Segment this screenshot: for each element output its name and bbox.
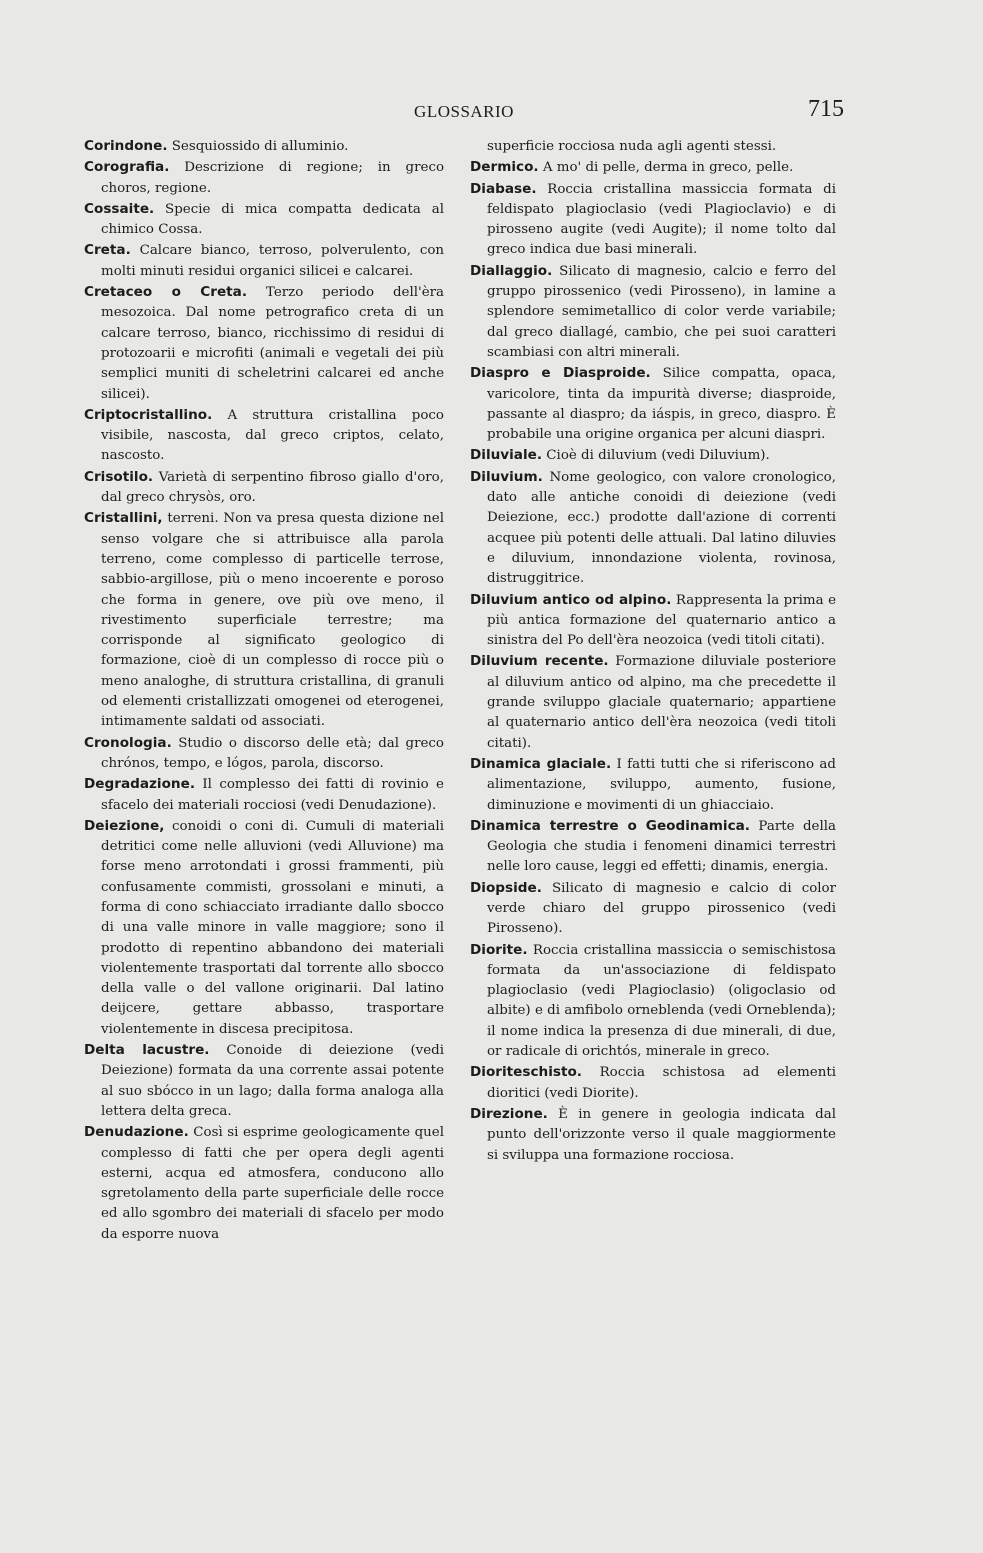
glossary-entry — [470, 816, 836, 878]
left-column — [84, 136, 444, 1245]
glossary-entry — [470, 445, 836, 466]
glossary-entry — [84, 1040, 444, 1122]
entry-definition: A mo' di pelle, derma in greco, pelle. — [538, 160, 794, 176]
entry-term: Diluviale. — [470, 447, 543, 464]
entry-term: Diaspro e Diasproide. — [470, 365, 651, 382]
glossary-entry — [84, 774, 444, 816]
entry-definition: superficie rocciosa nuda agli agenti stessi. — [487, 139, 777, 154]
glossary-entry — [470, 754, 836, 816]
entry-term: Cristallini, — [84, 510, 163, 527]
entry-term: Diabase. — [470, 180, 537, 197]
entry-term: Denudazione. — [84, 1124, 189, 1141]
entry-definition: Calcare bianco, terroso, polverulento, con molti minuti residui organici silicei e calcarei. — [101, 243, 444, 279]
glossary-entry — [470, 157, 836, 178]
entry-definition: È in genere in geologia indicata dal punto dell'orizzonte verso il quale maggiormente si sviluppa una formazione rocciosa. — [487, 1106, 836, 1163]
entry-definition: Descrizione di regione; in greco choros, regione. — [101, 160, 444, 196]
entry-term: Deiezione, — [84, 817, 165, 834]
page-number: 715 — [808, 96, 844, 122]
entry-term: Diluvium. — [470, 468, 543, 485]
entry-term: Dinamica terrestre o Geodinamica. — [470, 817, 750, 834]
entry-term: Diallaggio. — [470, 262, 553, 279]
entry-definition: Sesquiossido di alluminio. — [167, 139, 349, 154]
glossary-entry — [84, 816, 444, 1040]
glossary-entry — [470, 467, 836, 590]
entry-term: Delta lacustre. — [84, 1042, 210, 1059]
entry-term: Dermico. — [470, 159, 539, 176]
glossary-entry — [470, 878, 836, 940]
glossary-entry — [470, 1104, 836, 1166]
glossary-entry — [84, 199, 444, 241]
entry-definition: Varietà di serpentino fibroso giallo d'oro, dal greco chrysòs, oro. — [101, 469, 444, 506]
entry-definition: Roccia cristallina massiccia formata di feldispato plagioclasio (vedi Plagioclavio) e di pirosseno augite (vedi Augite); il nome tolto dal greco indica due basi minerali. — [487, 181, 836, 258]
entry-definition: Silicato di magnesio e calcio di color verde chiaro del gruppo pirossenico (vedi Pirosseno). — [487, 880, 836, 937]
entry-definition: Parte della Geologia che studia i fenomeni dinamici terrestri nelle loro cause, leggi ed effetti; dinamis, energia. — [487, 818, 837, 875]
entry-term: Cossaite. — [84, 200, 155, 217]
entry-definition: Nome geologico, con valore cronologico, dato alle antiche conoidi di deiezione (vedi Deiezione, ecc.) prodotte dall'azione di correnti acquee più potenti delle attuali. Dal latino diluvies e diluvium, innondazione violenta, rovinosa, distruggitrice. — [487, 469, 836, 587]
entry-term: Direzione. — [470, 1105, 548, 1122]
entry-term: Diorite. — [470, 941, 528, 958]
right-column — [470, 136, 836, 1166]
glossary-entry — [84, 157, 444, 199]
entry-definition: Roccia cristallina massiccia o semischistosa formata da un'associazione di feldispato plagioclasio (vedi Plagioclasio) (oligoclasio od albite) e di amfibolo orneblenda (vedi Orneblenda); il nome indica la presenza di due minerali, di due, or radicale di orichtós, minerale in greco. — [487, 942, 836, 1060]
glossary-entry — [84, 240, 444, 282]
entry-definition: Formazione diluviale posteriore al diluvium antico od alpino, ma che precedette il grande sviluppo glaciale quaternario; appartiene al quaternario antico dell'èra neozoica (vedi titoli citati). — [487, 654, 836, 751]
glossary-entry-continuation — [470, 136, 836, 157]
entry-term: Corografia. — [84, 159, 170, 176]
glossary-entry — [470, 940, 836, 1063]
entry-definition: Il complesso dei fatti di rovinio e sfacelo dei materiali rocciosi (vedi Denudazione). — [101, 777, 444, 813]
glossary-entry — [470, 363, 836, 445]
glossary-entry — [470, 590, 836, 652]
entry-definition: Roccia schistosa ad elementi dioritici (vedi Diorite). — [487, 1065, 836, 1101]
glossary-entry — [470, 179, 836, 261]
entry-term: Dinamica glaciale. — [470, 755, 612, 772]
entry-definition: Così si esprime geologicamente quel complesso di fatti che per opera degli agenti esterni, acqua ed atmosfera, conducono allo sgretolamento della parte superficiale delle rocce ed allo sgombro dei materiali di sfacelo per modo da esporre nuova — [101, 1125, 444, 1242]
glossary-entry — [84, 508, 444, 732]
entry-definition: Rappresenta la prima e più antica formazione del quaternario antico a sinistra del Po dell'èra neozoica (vedi titoli citati). — [487, 592, 836, 649]
running-title: GLOSSARIO — [414, 102, 514, 121]
entry-term: Crisotilo. — [84, 468, 154, 485]
glossary-entry — [84, 405, 444, 467]
entry-definition: Terzo periodo dell'èra mesozoica. Dal nome petrografico creta di un calcare terroso, bianco, ricchissimo di residui di protozoarii e microfiti (animali e vegetali dei più semplici muniti di scheletrini calcarei ed anche silicei). — [101, 285, 445, 402]
entry-definition: Cioè di diluvium (vedi Diluvium). — [542, 448, 770, 464]
glossary-entry — [470, 261, 836, 363]
entry-term: Degradazione. — [84, 776, 195, 793]
entry-term: Diluvium recente. — [470, 653, 609, 670]
entry-definition: Specie di mica compatta dedicata al chimico Cossa. — [101, 201, 444, 238]
entry-definition: Silice compatta, opaca, varicolore, tinta da impurità diverse; diasproide, passante al diaspro; da iáspis, in greco, diaspro. È probabile una origine organica per alcuni diaspri. — [487, 366, 837, 443]
glossary-entry — [84, 136, 444, 157]
glossary-entry — [84, 282, 444, 405]
glossary-entry — [84, 467, 444, 509]
entry-definition: conoidi o coni di. Cumuli di materiali detritici come nelle alluvioni (vedi Alluvione) ma forse meno arrotondati i grossi frammenti, più confusamente commisti, grossolani e minuti, a forma di cono schiacciato irradiante dallo sbocco di una valle minore in valle maggiore; sono il prodotto di repentino abbandono dei materiali violentemente trasportati dal torrente allo sbocco della valle o del vallone originarii. Dal latino deijcere, gettare abbasso, trasportare violentemente in discesa precipitosa. — [101, 818, 444, 1037]
entry-definition: terreni. Non va presa questa dizione nel senso volgare che si attribuisce alla parola terreno, come complesso di particelle terrose, sabbio-argillose, più o meno incoerente e poroso che forma in genere, ove più ove meno, il rivestimento superficiale terrestre; ma corrisponde al significato geologico di formazione, cioè di un complesso di rocce più o meno analoghe, di struttura cristallina, di granuli od elementi cristallizzati omogenei od eterogenei, intimamente saldati od associati. — [101, 511, 444, 730]
glossary-entry — [84, 1122, 444, 1245]
entry-term: Criptocristallino. — [84, 406, 213, 423]
entry-definition: I fatti tutti che si riferiscono ad alimentazione, sviluppo, aumento, fusione, diminuzione e movimenti di un ghiacciaio. — [487, 756, 836, 813]
page-header — [84, 96, 844, 126]
entry-definition: Silicato di magnesio, calcio e ferro del gruppo pirossenico (vedi Pirosseno), in lamine a splendore semimetallico di color verde variabile; dal greco diallagé, cambio, che pei suoi caratteri scambiasi con altri minerali. — [487, 263, 836, 360]
entry-term: Cronologia. — [84, 734, 172, 751]
entry-term: Cretaceo o Creta. — [84, 284, 248, 301]
entry-term: Corindone. — [84, 138, 168, 154]
entry-term: Diopside. — [470, 879, 542, 896]
entry-term: Dioriteschisto. — [470, 1064, 582, 1081]
glossary-entry — [84, 733, 444, 775]
entry-term: Creta. — [84, 242, 131, 259]
entry-definition: Studio o discorso delle età; dal greco chrónos, tempo, e lógos, parola, discorso. — [101, 735, 444, 771]
glossary-entry — [470, 1062, 836, 1104]
entry-definition: Conoide di deiezione (vedi Deiezione) formata da una corrente assai potente al suo sbócco in un lago; dalla forma analoga alla lettera delta greca. — [101, 1043, 445, 1119]
entry-term: Diluvium antico od alpino. — [470, 591, 672, 608]
glossary-entry — [470, 651, 836, 753]
entry-definition: A struttura cristallina poco visibile, nascosta, dal greco criptos, celato, nascosto. — [101, 407, 444, 464]
